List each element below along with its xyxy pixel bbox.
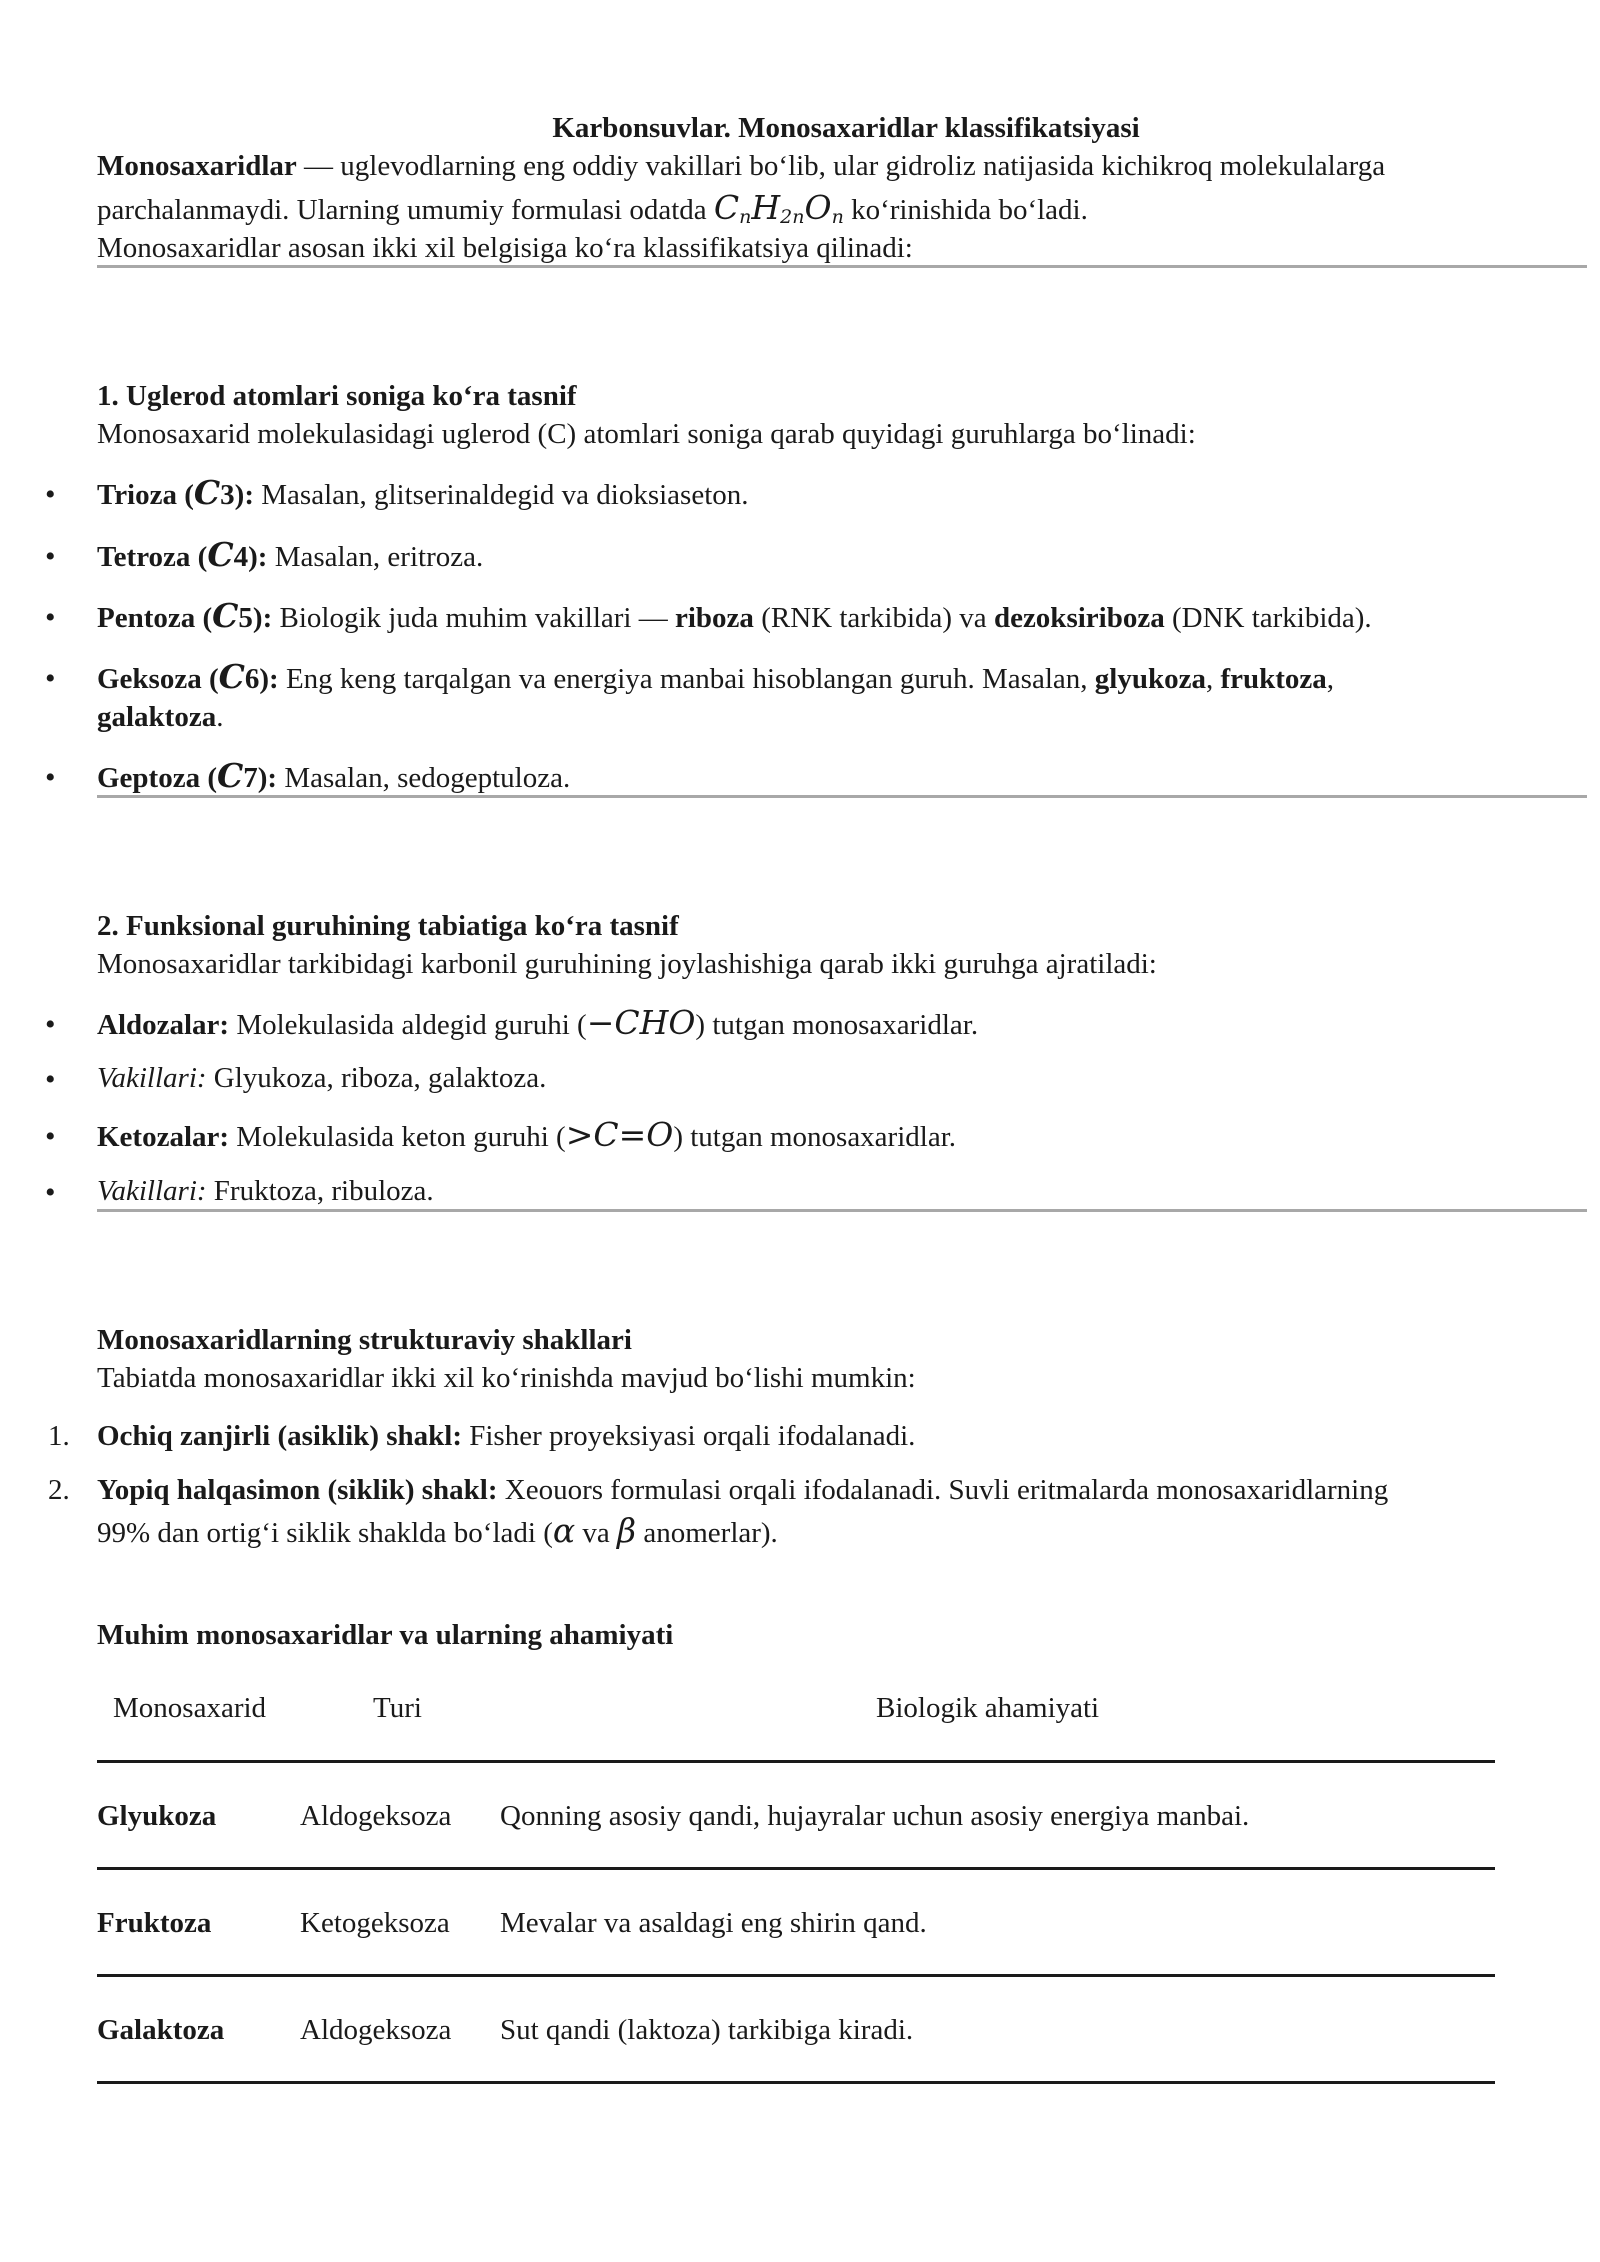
document-title: Karbonsuvlar. Monosaxaridlar klassifikatsiyasi bbox=[552, 112, 1140, 144]
list-item-geksoza bbox=[97, 657, 1587, 699]
section2-heading bbox=[97, 906, 1587, 946]
section4-heading bbox=[97, 1615, 1587, 1655]
item-name: Tetroza ( bbox=[97, 541, 208, 573]
item-text: Masalan, eritroza. bbox=[267, 541, 484, 573]
item-label: Vakillari: bbox=[97, 1175, 207, 1207]
ketone-formula: >C=O bbox=[565, 1115, 674, 1154]
intro-text-1: — uglevodlarning eng oddiy vakillari bo‘lib, ular gidroliz natijasida kichikroq molekulalarga bbox=[296, 150, 1386, 182]
list-item-keto-examples bbox=[97, 1171, 1587, 1211]
divider bbox=[97, 795, 1587, 798]
section4-heading-text: Muhim monosaxaridlar va ularning ahamiyati bbox=[97, 1619, 674, 1651]
table-cell-name: Galaktoza bbox=[97, 2014, 225, 2046]
item-end: . bbox=[216, 701, 224, 733]
section3-heading bbox=[97, 1320, 1587, 1360]
item-text: Fisher proyeksiyasi orqali ifodalanadi. bbox=[461, 1420, 916, 1452]
divider bbox=[97, 1209, 1587, 1212]
item-close: ): bbox=[248, 541, 268, 573]
item-text: Molekulasida keton guruhi ( bbox=[229, 1121, 566, 1153]
section2-lead: Monosaxaridlar tarkibidagi karbonil guruhining joylashishiga qarab ikki guruhga ajratiladi: bbox=[97, 948, 1157, 980]
table-cell-desc: Qonning asosiy qandi, hujayralar uchun asosiy energiya manbai. bbox=[500, 1800, 1250, 1832]
list-item-geksoza-cont bbox=[97, 697, 1587, 737]
section1-heading-text: 1. Uglerod atomlari soniga ko‘ra tasnif bbox=[97, 380, 577, 412]
table-header-turi: Turi bbox=[373, 1692, 422, 1724]
item-label: Yopiq halqasimon (siklik) shakl: bbox=[97, 1474, 498, 1506]
item-name: Geptoza ( bbox=[97, 762, 217, 794]
list-item-cyclic-cont bbox=[97, 1511, 1587, 1553]
carbon-formula: C bbox=[207, 535, 234, 574]
carbon-formula: C bbox=[212, 596, 239, 635]
item-sep: , bbox=[1326, 663, 1335, 695]
section3-lead: Tabiatda monosaxaridlar ikki xil ko‘rinishda mavjud bo‘lishi mumkin: bbox=[97, 1362, 916, 1394]
bullet-dot: • bbox=[45, 761, 56, 794]
item-bold-riboza: riboza bbox=[675, 602, 754, 634]
item-label: Ochiq zanjirli (asiklik) shakl: bbox=[97, 1420, 462, 1452]
item-text: Molekulasida aldegid guruhi ( bbox=[229, 1009, 587, 1041]
carbon-count: 6 bbox=[244, 663, 260, 695]
bullet-dot: • bbox=[45, 1063, 56, 1096]
item-bold-glyukoza: glyukoza bbox=[1094, 663, 1206, 695]
table-cell-type: Aldogeksoza bbox=[300, 2014, 452, 2046]
item-text: 99% dan ortig‘i siklik shaklda bo‘ladi ( bbox=[97, 1517, 553, 1549]
item-label: Aldozalar: bbox=[97, 1009, 230, 1041]
intro-text-3: ko‘rinishida bo‘ladi. bbox=[843, 194, 1088, 226]
carbon-count: 5 bbox=[238, 602, 253, 634]
list-item-pentoza bbox=[97, 596, 1587, 638]
item-bold-dezoksiriboza: dezoksiriboza bbox=[993, 602, 1165, 634]
bullet-dot: • bbox=[45, 478, 56, 511]
carbon-count: 3 bbox=[220, 479, 235, 511]
intro-line-1 bbox=[97, 146, 1587, 186]
item-close: ): bbox=[252, 602, 273, 634]
carbon-formula: C bbox=[218, 657, 245, 696]
list-number: 1. bbox=[48, 1420, 70, 1452]
item-text: Masalan, glitserinaldegid va dioksiaseton. bbox=[254, 479, 749, 511]
section3-heading-text: Monosaxaridlarning strukturaviy shakllari bbox=[97, 1324, 632, 1356]
carbon-formula: C bbox=[217, 756, 244, 795]
table-header-ahamiyati: Biologik ahamiyati bbox=[876, 1692, 1100, 1724]
section2-heading-text: 2. Funksional guruhining tabiatiga ko‘ra tasnif bbox=[97, 910, 679, 942]
table-cell-desc: Sut qandi (laktoza) tarkibiga kiradi. bbox=[500, 2014, 914, 2046]
item-text: va bbox=[575, 1517, 618, 1549]
item-text: Masalan, sedogeptuloza. bbox=[277, 762, 571, 794]
table-rule bbox=[97, 1867, 1495, 1870]
table-cell-name: Glyukoza bbox=[97, 1800, 217, 1832]
section1-lead: Monosaxarid molekulasidagi uglerod (C) atomlari soniga qarab quyidagi guruhlarga bo‘linadi: bbox=[97, 418, 1196, 450]
item-close: ): bbox=[259, 663, 279, 695]
formula-o: O bbox=[804, 188, 832, 227]
list-number: 2. bbox=[48, 1474, 70, 1506]
item-text: (RNK tarkibida) va bbox=[753, 602, 994, 634]
item-text: Eng keng tarqalgan va energiya manbai hisoblangan guruh. Masalan, bbox=[278, 663, 1095, 695]
list-item-tetroza bbox=[97, 535, 1587, 577]
formula-h: H bbox=[751, 188, 781, 227]
list-item-open-chain bbox=[97, 1416, 1587, 1456]
general-formula bbox=[714, 188, 844, 227]
item-sep: , bbox=[1205, 663, 1221, 695]
carbon-count: 4 bbox=[233, 541, 249, 573]
beta-symbol: β bbox=[617, 1511, 637, 1550]
alpha-symbol: α bbox=[552, 1511, 576, 1550]
item-text: anomerlar). bbox=[636, 1517, 778, 1549]
divider bbox=[97, 265, 1587, 268]
bullet-dot: • bbox=[45, 1008, 56, 1041]
bullet-dot: • bbox=[45, 662, 56, 695]
bullet-dot: • bbox=[45, 601, 56, 634]
table-rule bbox=[97, 1760, 1495, 1763]
item-close: ): bbox=[257, 762, 278, 794]
item-label: Ketozalar: bbox=[97, 1121, 230, 1153]
bullet-dot: • bbox=[45, 1120, 56, 1153]
intro-line-3: Monosaxaridlar asosan ikki xil belgisiga ko‘ra klassifikatsiya qilinadi: bbox=[97, 232, 913, 264]
item-bold-galaktoza: galaktoza bbox=[97, 701, 217, 733]
bullet-dot: • bbox=[45, 1176, 56, 1209]
item-text: ) tutgan monosaxaridlar. bbox=[673, 1121, 957, 1153]
list-item-aldo-examples bbox=[97, 1058, 1587, 1098]
table-cell-type: Ketogeksoza bbox=[300, 1907, 450, 1939]
item-close: ): bbox=[234, 479, 254, 511]
item-name: Trioza ( bbox=[97, 479, 194, 511]
list-item-trioza bbox=[97, 473, 1587, 515]
item-text: Biologik juda muhim vakillari — bbox=[272, 602, 675, 634]
formula-2n: 2n bbox=[780, 206, 805, 228]
aldehyde-formula: −CHO bbox=[586, 1003, 696, 1042]
bullet-dot: • bbox=[45, 540, 56, 573]
table-cell-name: Fruktoza bbox=[97, 1907, 212, 1939]
section1-heading bbox=[97, 376, 1587, 416]
table-rule bbox=[97, 2081, 1495, 2084]
carbon-formula: C bbox=[193, 473, 221, 512]
table-cell-type: Aldogeksoza bbox=[300, 1800, 452, 1832]
item-text: Glyukoza, riboza, galaktoza. bbox=[206, 1062, 547, 1094]
item-text: ) tutgan monosaxaridlar. bbox=[695, 1009, 979, 1041]
item-text: Xeouors formulasi orqali ifodalanadi. Suvli eritmalarda monosaxaridlarning bbox=[497, 1474, 1389, 1506]
item-text: (DNK tarkibida). bbox=[1164, 602, 1372, 634]
formula-n: n bbox=[739, 206, 752, 228]
item-name: Pentoza ( bbox=[97, 602, 213, 634]
list-item-aldozalar bbox=[97, 1003, 1587, 1045]
formula-n2: n bbox=[831, 206, 844, 228]
item-text: Fruktoza, ribuloza. bbox=[206, 1175, 434, 1207]
list-item-ketozalar bbox=[97, 1115, 1587, 1157]
list-item-geptoza bbox=[97, 756, 1587, 798]
table-cell-desc: Mevalar va asaldagi eng shirin qand. bbox=[500, 1907, 927, 1939]
item-bold-fruktoza: fruktoza bbox=[1220, 663, 1327, 695]
table-header-monosaxarid: Monosaxarid bbox=[113, 1692, 267, 1724]
carbon-count: 7 bbox=[243, 762, 258, 794]
item-name: Geksoza ( bbox=[97, 663, 219, 695]
item-label: Vakillari: bbox=[97, 1062, 207, 1094]
intro-text-2: parchalanmaydi. Ularning umumiy formulasi odatda bbox=[97, 194, 714, 226]
intro-term: Monosaxaridlar bbox=[97, 150, 297, 182]
table-rule bbox=[97, 1974, 1495, 1977]
list-item-cyclic bbox=[97, 1470, 1587, 1510]
formula-c: C bbox=[713, 188, 740, 227]
